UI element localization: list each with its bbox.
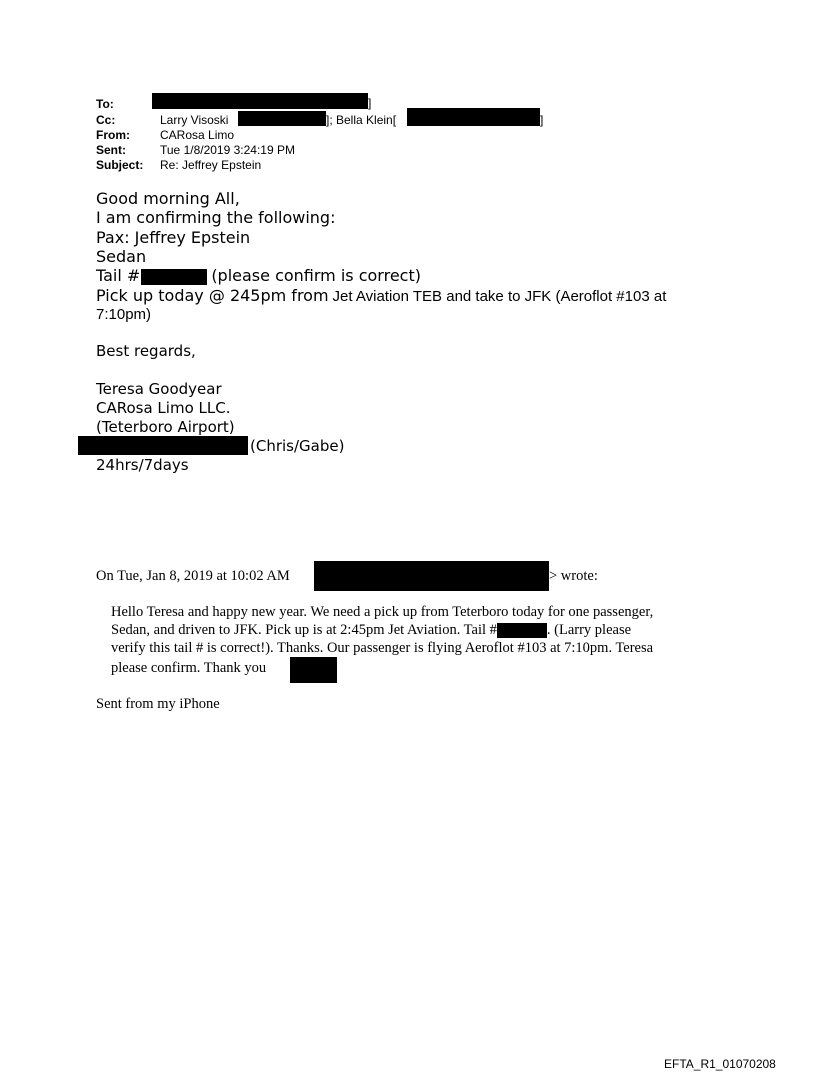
cc-bracket: ] [540, 113, 544, 127]
cc-name-larry: Larry Visoski [160, 113, 229, 127]
reply-vehicle: Sedan [96, 247, 147, 266]
quoted-line-4: please confirm. Thank you [111, 660, 267, 676]
bates-number: EFTA_R1_01070208 [664, 1057, 776, 1071]
sig-location: (Teterboro Airport) [96, 418, 235, 436]
cc-separator: ]; Bella Klein[ [326, 113, 397, 127]
from-value: CARosa Limo [160, 128, 235, 142]
sig-contacts: (Chris/Gabe) [250, 437, 345, 455]
sig-company: CARosa Limo LLC. [96, 399, 231, 417]
cc-redaction-2 [407, 108, 540, 126]
sent-value: Tue 1/8/2019 3:24:19 PM [160, 143, 295, 157]
to-redaction [152, 93, 368, 109]
reply-confirming: I am confirming the following: [96, 208, 336, 227]
subject-value: Re: Jeffrey Epstein [160, 158, 262, 172]
quoted-sent-from: Sent from my iPhone [96, 696, 220, 712]
subject-label: Subject: [96, 158, 144, 172]
reply-tail-line [96, 266, 421, 285]
to-label: To: [96, 97, 114, 111]
reply-greeting: Good morning All, [96, 189, 240, 208]
tail-prefix: Tail # [96, 266, 141, 285]
tail-suffix: (please confirm is correct) [211, 266, 421, 285]
pickup-part-b: Jet Aviation TEB and take to JFK (Aeroflot #103 at [332, 288, 667, 305]
quoted-line-2-b: . (Larry please [546, 622, 632, 638]
quoted-intro-suffix: > wrote: [549, 568, 598, 584]
cc-label: Cc: [96, 113, 116, 127]
reply-pickup-line [96, 286, 666, 306]
from-label: From: [96, 128, 130, 142]
quoted-signature-redaction [290, 657, 337, 683]
sig-phone-redaction [78, 436, 248, 455]
sig-name: Teresa Goodyear [96, 380, 222, 398]
to-bracket: ] [368, 96, 372, 110]
quoted-sender-redaction [314, 561, 549, 591]
quoted-intro-prefix: On Tue, Jan 8, 2019 at 10:02 AM [96, 568, 290, 584]
sent-label: Sent: [96, 143, 126, 157]
quoted-line-3: verify this tail # is correct!). Thanks. Our passenger is flying Aeroflot #103 at 7:10pm. Teresa [111, 640, 654, 656]
reply-regards: Best regards, [96, 342, 196, 360]
sig-hours: 24hrs/7days [96, 456, 189, 474]
quoted-line-1: Hello Teresa and happy new year. We need a pick up from Teterboro today for one passenger, [111, 604, 654, 620]
pickup-part-a: Pick up today @ 245pm from [96, 286, 329, 305]
reply-pax: Pax: Jeffrey Epstein [96, 228, 251, 247]
quoted-tail-redaction [497, 623, 547, 638]
pickup-part-c: 7:10pm) [96, 306, 152, 323]
quoted-line-2-a: Sedan, and driven to JFK. Pick up is at 2:45pm Jet Aviation. Tail # [111, 622, 497, 638]
tail-redaction [141, 269, 207, 285]
cc-redaction-1 [238, 111, 326, 126]
quoted-line-2 [111, 621, 631, 639]
